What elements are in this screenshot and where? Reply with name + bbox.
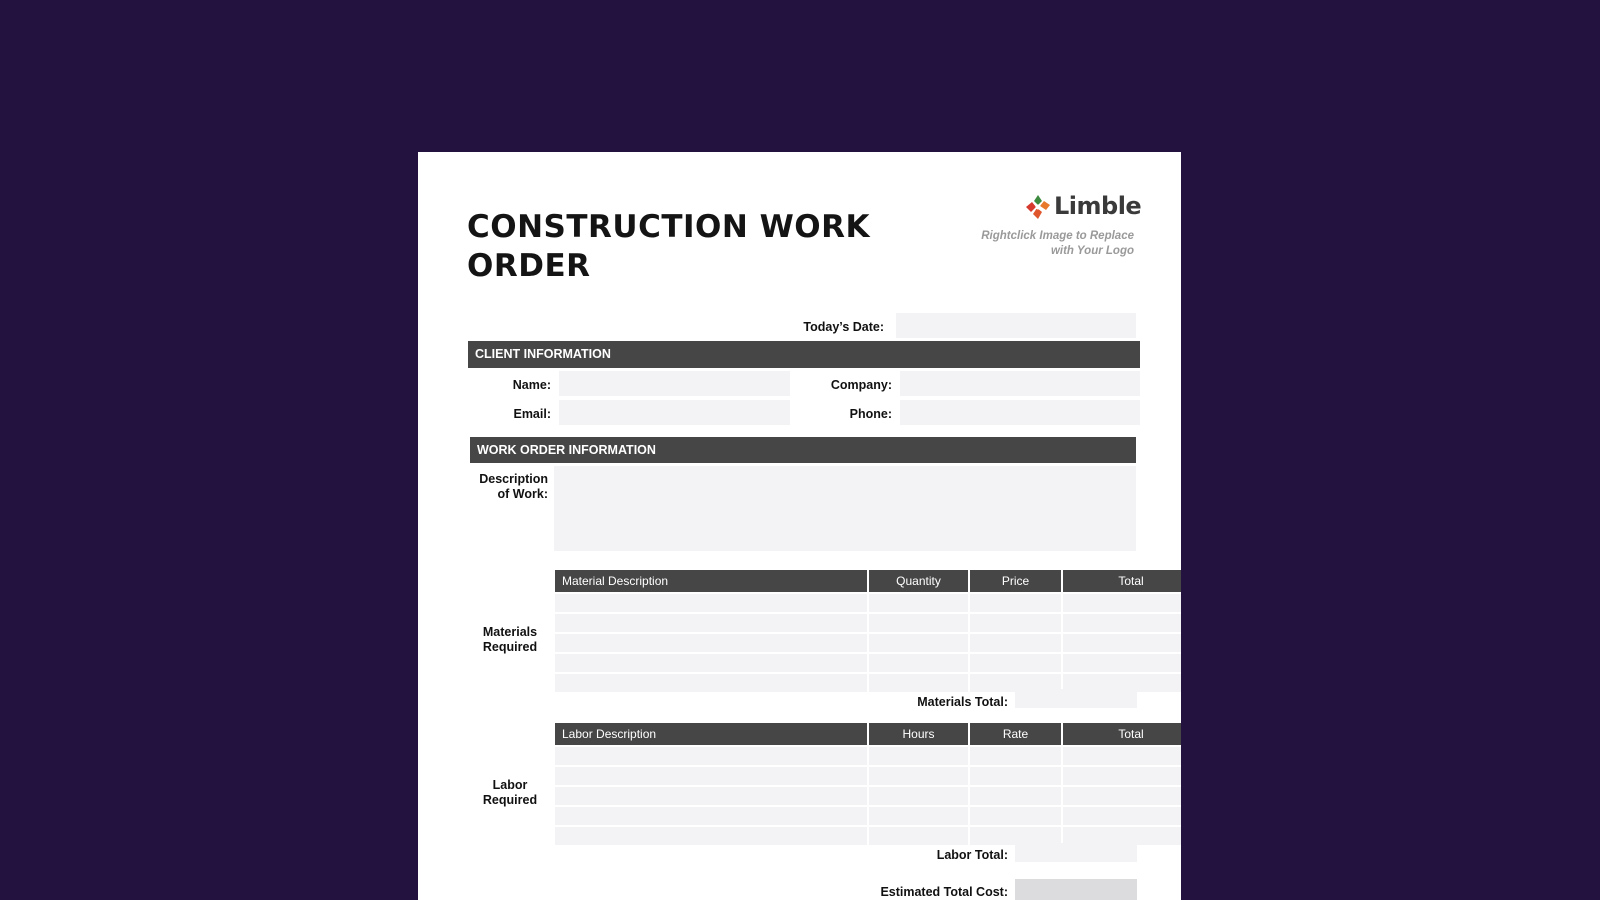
- table-cell[interactable]: [969, 593, 1062, 613]
- materials-header-row: [555, 570, 1181, 593]
- table-row: [555, 806, 1181, 826]
- phone-field[interactable]: [900, 400, 1140, 425]
- description-label: Description of Work:: [479, 472, 548, 501]
- table-cell[interactable]: [555, 673, 868, 692]
- table-cell[interactable]: [555, 653, 868, 673]
- table-cell[interactable]: [969, 653, 1062, 673]
- table-cell[interactable]: [868, 673, 969, 692]
- table-cell[interactable]: [1062, 806, 1181, 826]
- table-cell[interactable]: [969, 633, 1062, 653]
- table-cell[interactable]: [1062, 633, 1181, 653]
- table-cell[interactable]: [868, 746, 969, 766]
- date-field[interactable]: [896, 313, 1136, 338]
- table-cell[interactable]: [555, 613, 868, 633]
- table-row: [555, 746, 1181, 766]
- table-cell[interactable]: [1062, 653, 1181, 673]
- name-field[interactable]: [559, 371, 790, 396]
- table-cell[interactable]: [555, 746, 868, 766]
- document-title: CONSTRUCTION WORK ORDER: [467, 209, 871, 284]
- table-row: [555, 653, 1181, 673]
- table-cell[interactable]: [868, 613, 969, 633]
- table-cell[interactable]: [1062, 786, 1181, 806]
- table-row: [555, 633, 1181, 653]
- materials-required-label: Materials Required: [482, 625, 538, 654]
- table-cell[interactable]: [555, 786, 868, 806]
- table-cell[interactable]: [1062, 766, 1181, 786]
- materials-col-description: Material Description: [555, 570, 868, 593]
- work-order-info-header: WORK ORDER INFORMATION: [470, 437, 1136, 463]
- name-label: Name:: [512, 378, 551, 392]
- logo-wordmark: Limble: [1054, 192, 1142, 220]
- labor-total-label: Labor Total:: [936, 848, 1008, 862]
- table-cell[interactable]: [969, 746, 1062, 766]
- table-cell[interactable]: [868, 593, 969, 613]
- materials-total-field[interactable]: [1015, 689, 1137, 708]
- table-row: [555, 613, 1181, 633]
- table-cell[interactable]: [969, 613, 1062, 633]
- phone-label: Phone:: [849, 407, 892, 421]
- company-label: Company:: [830, 378, 892, 392]
- materials-col-price: Price: [969, 570, 1062, 593]
- date-label: Today’s Date:: [803, 320, 884, 334]
- materials-table: [555, 570, 1181, 692]
- description-field[interactable]: [554, 466, 1136, 551]
- labor-col-rate: Rate: [969, 723, 1062, 746]
- labor-table: [555, 723, 1181, 845]
- table-row: [555, 786, 1181, 806]
- labor-col-hours: Hours: [868, 723, 969, 746]
- table-cell[interactable]: [555, 593, 868, 613]
- table-cell[interactable]: [969, 806, 1062, 826]
- table-cell[interactable]: [868, 826, 969, 845]
- labor-header-row: [555, 723, 1181, 746]
- client-info-header: CLIENT INFORMATION: [468, 341, 1140, 368]
- table-cell[interactable]: [969, 766, 1062, 786]
- estimated-total-label: Estimated Total Cost:: [880, 885, 1008, 899]
- materials-col-total: Total: [1062, 570, 1181, 593]
- table-cell[interactable]: [969, 786, 1062, 806]
- table-cell[interactable]: [868, 806, 969, 826]
- table-cell[interactable]: [868, 786, 969, 806]
- table-cell[interactable]: [555, 826, 868, 845]
- table-cell[interactable]: [868, 653, 969, 673]
- estimated-total-field[interactable]: [1015, 879, 1137, 900]
- table-cell[interactable]: [1062, 593, 1181, 613]
- table-row: [555, 766, 1181, 786]
- email-label: Email:: [513, 407, 551, 421]
- table-cell[interactable]: [555, 766, 868, 786]
- labor-total-field[interactable]: [1015, 843, 1137, 862]
- materials-total-label: Materials Total:: [917, 695, 1008, 709]
- limble-logo-icon: [1024, 193, 1052, 221]
- logo-replace-hint: Rightclick Image to Replace with Your Logo: [981, 230, 1134, 257]
- materials-col-quantity: Quantity: [868, 570, 969, 593]
- company-logo[interactable]: [1024, 192, 1142, 225]
- table-cell[interactable]: [868, 766, 969, 786]
- table-cell[interactable]: [1062, 613, 1181, 633]
- labor-col-total: Total: [1062, 723, 1181, 746]
- table-row: [555, 593, 1181, 613]
- work-order-page: [418, 152, 1181, 900]
- table-cell[interactable]: [555, 806, 868, 826]
- table-cell[interactable]: [1062, 746, 1181, 766]
- labor-required-label: Labor Required: [482, 778, 538, 807]
- table-cell[interactable]: [868, 633, 969, 653]
- labor-col-description: Labor Description: [555, 723, 868, 746]
- company-field[interactable]: [900, 371, 1140, 396]
- email-field[interactable]: [559, 400, 790, 425]
- table-cell[interactable]: [555, 633, 868, 653]
